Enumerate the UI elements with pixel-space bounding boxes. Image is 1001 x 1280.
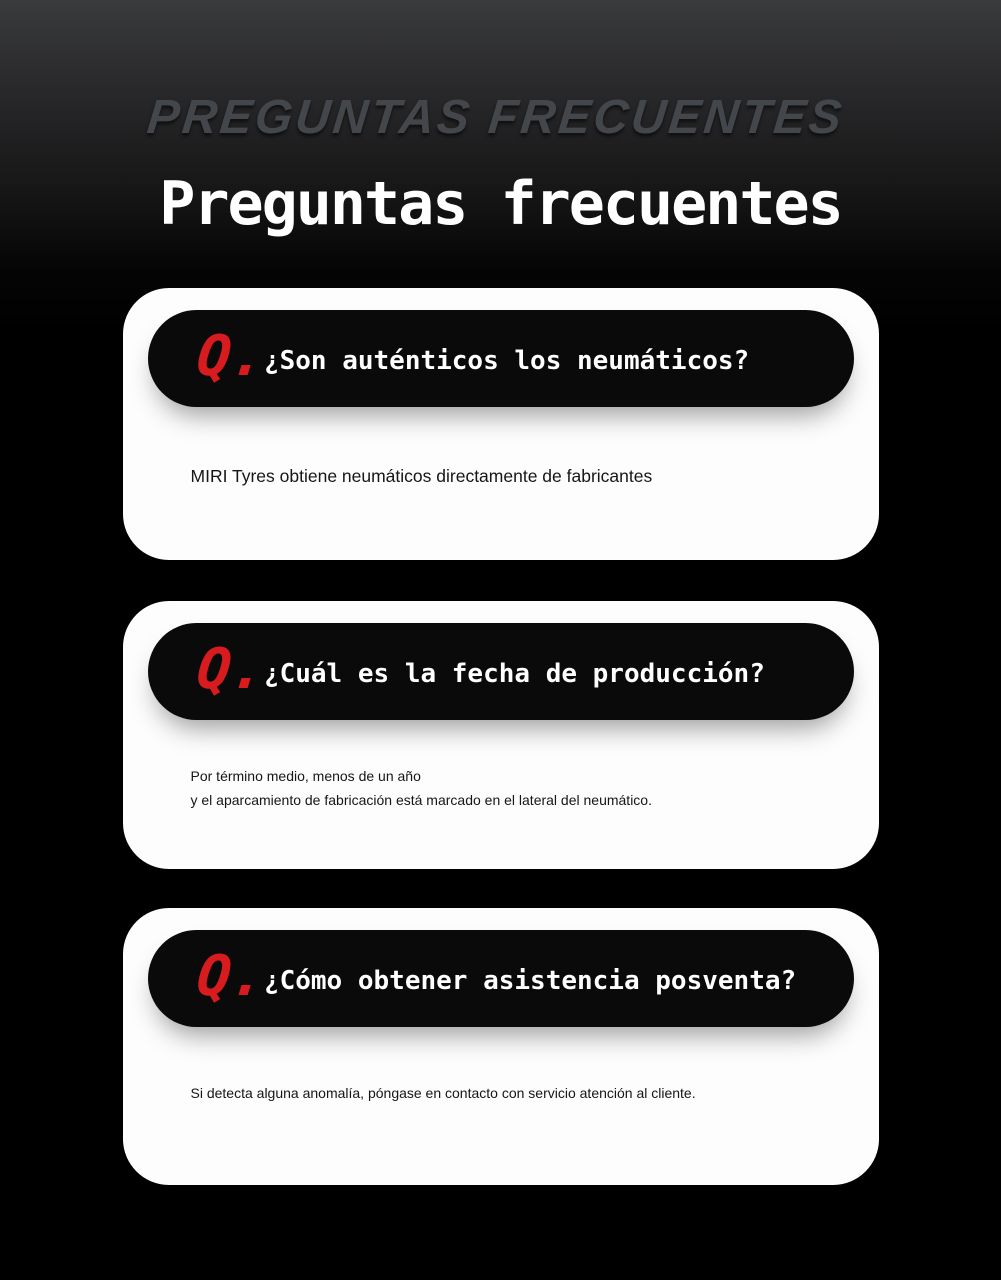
answer-line: Por término medio, menos de un año bbox=[190, 768, 421, 784]
faq-card-2 bbox=[123, 601, 879, 869]
faq-question-header-3[interactable] bbox=[148, 930, 854, 1027]
ghost-heading: PREGUNTAS FRECUENTES bbox=[144, 91, 847, 144]
faq-answer-3 bbox=[148, 1081, 854, 1105]
faq-list bbox=[123, 240, 879, 1185]
faq-question-header-2[interactable] bbox=[148, 623, 854, 720]
q-mark-icon: Q. bbox=[193, 323, 268, 389]
faq-question-text-1: ¿Son auténticos los neumáticos? bbox=[263, 345, 750, 376]
faq-answer-1 bbox=[148, 463, 854, 489]
answer-line: Si detecta alguna anomalía, póngase en contacto con servicio atención al cliente. bbox=[190, 1085, 696, 1101]
faq-card-3 bbox=[123, 908, 879, 1185]
faq-question-text-2: ¿Cuál es la fecha de producción? bbox=[263, 658, 765, 689]
q-mark-icon: Q. bbox=[193, 636, 268, 702]
page-title: Preguntas frecuentes bbox=[159, 169, 842, 239]
faq-question-header-1[interactable] bbox=[148, 310, 854, 407]
answer-line: MIRI Tyres obtiene neumáticos directamente de fabricantes bbox=[190, 466, 653, 486]
faq-card-1 bbox=[123, 288, 879, 560]
q-mark-icon: Q. bbox=[193, 943, 268, 1009]
faq-answer-2 bbox=[148, 764, 854, 812]
answer-line: y el aparcamiento de fabricación está marcado en el lateral del neumático. bbox=[190, 792, 652, 808]
faq-question-text-3: ¿Cómo obtener asistencia posventa? bbox=[263, 965, 797, 996]
